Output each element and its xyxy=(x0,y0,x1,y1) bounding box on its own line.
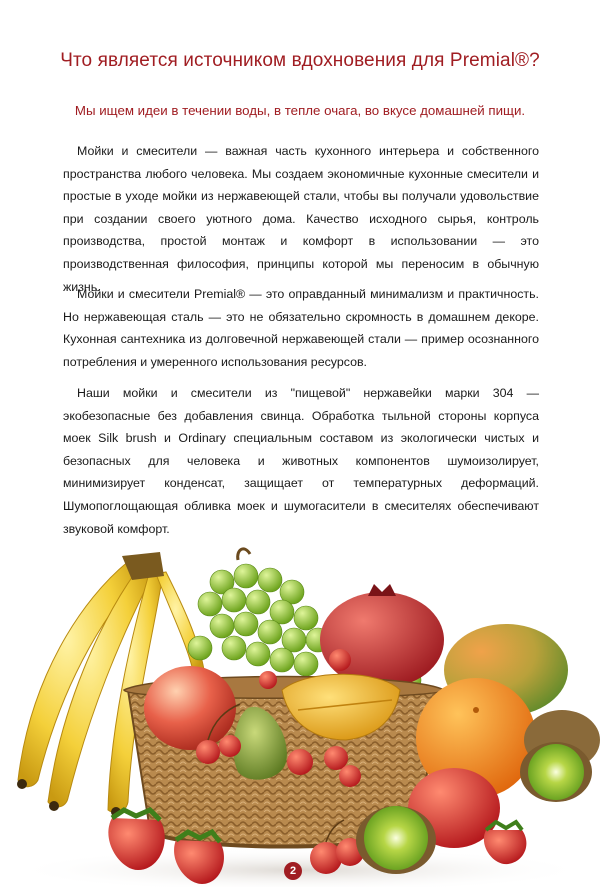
page-number-badge: 2 xyxy=(284,862,302,880)
page-subtitle: Мы ищем идеи в течении воды, в тепле очага, во вкусе домашней пищи. xyxy=(74,103,526,118)
paragraph-minimalism: Мойки и смесители Premial® — это оправданный минимализм и практичность. Но нержавеющая сталь — это не обязательно скромность в домашнем декоре. Кухонная сантехника из долговечной нержавеющей стали — пример осознанного потребления и умеренного использования ресурсов. xyxy=(63,287,539,369)
pomegranate xyxy=(320,584,444,688)
paragraph-eco: Наши мойки и смесители из "пищевой" нержавейки марки 304 — экобезопасные без добавления свинца. Обработка тыльной стороны корпуса моек Silk brush и Ordinary специальным составом из экологически чистых и безопасных для человека и животных компонентов шумоизолирует, минимизирует конденсат, защищает от температурных деформаций. Шумопоглощающая обливка моек и шумогасители в смесителях обеспечивают звуковой комфорт. xyxy=(63,386,539,536)
fruit-basket-image xyxy=(0,540,600,887)
apple xyxy=(144,666,236,750)
paragraph-intro: Мойки и смесители — важная часть кухонного интерьера и собственного пространства любого человека. Мы создаем экономичные кухонные смесители и простые в уходе мойки из нержавеющей стали, чтобы вы получали удовольствие при создании своего уютного дома. Качество исходного сырья, контроль производства, простой монтаж и комфорт в использовании — это производственная философия, принципы которой мы переносим в обычную жизнь. xyxy=(63,144,539,294)
page-title: Что является источником вдохновения для Premial®? xyxy=(60,50,540,71)
